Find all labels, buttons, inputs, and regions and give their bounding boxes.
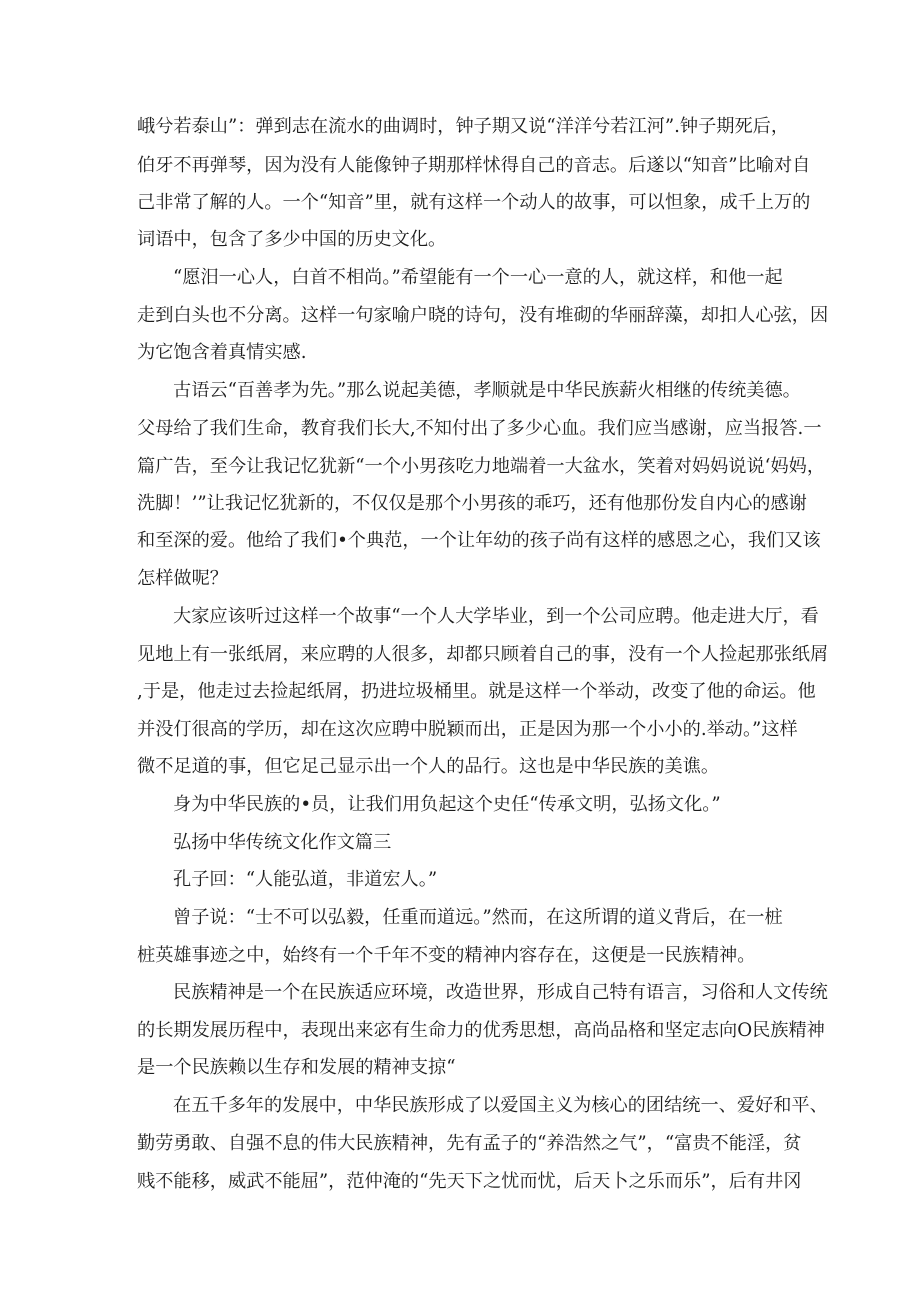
text-line: 怎样做呢？ xyxy=(137,568,228,589)
text-line: 为它饱含着真情实感. xyxy=(137,342,307,363)
text-line: 父母给了我们生命，教育我们长大,不知付出了多少心血。我们应当感谢，应当报答.一 xyxy=(137,418,822,439)
text-line: 己非常了解的人。一个“知音”里，就有这样一个动人的故事，可以怛象，成千上万的 xyxy=(137,192,811,213)
text-line: 身为中华民族的•员，让我们用负起这个史任“传承文明，弘扬文化。” xyxy=(173,794,721,815)
text-line: 大家应该听过这样一个故事“一个人大学毕业，到一个公司应聘。他走进大厅，看 xyxy=(173,606,819,627)
text-line: 微不足道的事，但它足己显示出一个人的品行。这也是中华民族的美谯。 xyxy=(137,756,720,777)
text-line: 在五千多年的发展中，中华民族形成了以爱国主义为核心的团结统一、爱好和平、 xyxy=(173,1095,828,1116)
text-line: 古语云“百善孝为先。”那么说起美德，孝顺就是中华民族薪火相继的传统美德。 xyxy=(173,380,801,401)
text-line: 曾子说：“士不可以弘毅，任重而道远。”然而，在这所谓的道义背后，在一桩 xyxy=(173,907,783,928)
text-line: ,于是，他走过去捡起纸屑，扔进垃圾桶里。就是这样一个举动，改变了他的命运。他 xyxy=(137,681,816,702)
text-line: 洗脚！’”让我记忆犹新的，不仅仅是那个小男孩的乖巧，还有他那份发自内心的感谢 xyxy=(137,493,807,514)
text-line: 走到白头也不分离。这样一句家喻户晓的诗句，没有堆砌的华丽辞藻，却扣人心弦，因 xyxy=(137,305,829,326)
text-line: 贱不能移，威武不能屈”，范仲淹的“先天下之忧而忧，后天卜之乐而乐”，后有井冈 xyxy=(137,1171,802,1192)
text-line: “愿汨一心人，白首不相尚。”希望能有一个一心一意的人，就这样，和他一起 xyxy=(173,267,783,288)
text-line: 伯牙不再弹琴，因为没有人能像钟子期那样怵得自己的音志。后遂以“知音”比喻对自 xyxy=(137,155,811,176)
text-line: 词语中，包含了多少中国的历史文化。 xyxy=(137,229,447,250)
text-line: 孔子回：“人能弘道，非道宏人。” xyxy=(173,869,438,890)
text-line: 民族精神是一个在民族适应环境，改造世界，形成自己特有语言，习俗和人文传统 xyxy=(173,982,828,1003)
text-line: 桩英雄事迹之中，始终有一个千年不变的精神内容存在，这便是一民族精神。 xyxy=(137,945,756,966)
text-line: 篇广告，至今让我记忆犹新“一个小男孩吃力地端着一大盆水，笑着对妈妈说说‘妈妈， xyxy=(137,456,826,477)
text-line: 和至深的爱。他给了我们•个典范，一个让年幼的孩子尚有这样的感恩之心，我们又该 xyxy=(137,530,821,551)
text-line: 并没仃很高的学历，却在这次应聘中脱颖而出，正是因为那一个小小的.举动。”这样 xyxy=(137,719,798,740)
text-line: 的长期发展历程中，表现出来宓有生命力的优秀思想，高尚品格和坚定志向O民族精神 xyxy=(137,1020,825,1041)
text-line: 是一个民族赖以生存和发展的精神支掠“ xyxy=(137,1057,456,1078)
text-line: 勤劳勇敢、自强不息的伟大民族精神，先有孟子的“养浩然之气”，“富贵不能淫，贫 xyxy=(137,1133,802,1154)
text-line: 见地上有一张纸屑，来应聘的人很多，却都只顾着自己的事，没有一个人捡起那张纸屑 xyxy=(137,644,829,665)
text-line: 峨兮若泰山”：弹到志在流水的曲调时，钟子期又说“洋洋兮若江河”.钟子期死后， xyxy=(137,116,790,137)
text-line: 弘扬中华传统文化作文篇三 xyxy=(173,832,392,853)
